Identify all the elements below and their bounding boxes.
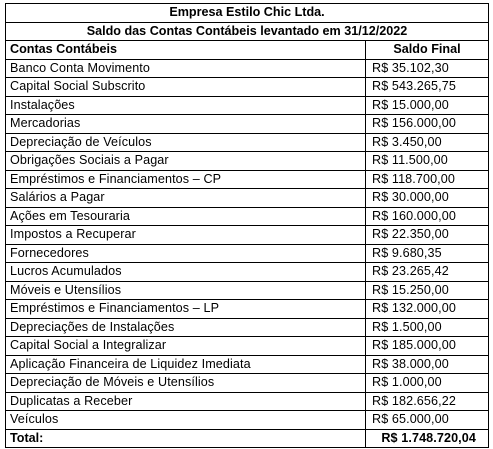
company-title: Empresa Estilo Chic Ltda. bbox=[6, 4, 489, 23]
account-name: Instalações bbox=[6, 96, 366, 115]
account-balance: R$ 156.000,00 bbox=[366, 115, 489, 134]
account-name: Impostos a Recuperar bbox=[6, 226, 366, 245]
table-row bbox=[6, 59, 489, 78]
table-row bbox=[6, 226, 489, 245]
table-row bbox=[6, 170, 489, 189]
account-balance: R$ 185.000,00 bbox=[366, 337, 489, 356]
account-balance: R$ 132.000,00 bbox=[366, 300, 489, 319]
table-row bbox=[6, 281, 489, 300]
account-name: Ações em Tesouraria bbox=[6, 207, 366, 226]
account-name: Veículos bbox=[6, 411, 366, 430]
account-balance: R$ 30.000,00 bbox=[366, 189, 489, 208]
table-row bbox=[6, 318, 489, 337]
table-row bbox=[6, 244, 489, 263]
balance-sheet bbox=[5, 3, 488, 448]
account-balance: R$ 23.265,42 bbox=[366, 263, 489, 282]
table-row bbox=[6, 115, 489, 134]
account-balance: R$ 118.700,00 bbox=[366, 170, 489, 189]
account-balance: R$ 11.500,00 bbox=[366, 152, 489, 171]
account-name: Empréstimos e Financiamentos – CP bbox=[6, 170, 366, 189]
table-row bbox=[6, 300, 489, 319]
column-header-balance: Saldo Final bbox=[366, 41, 489, 60]
account-name: Mercadorias bbox=[6, 115, 366, 134]
account-balance: R$ 182.656,22 bbox=[366, 392, 489, 411]
table-row bbox=[6, 96, 489, 115]
account-name: Depreciação de Móveis e Utensílios bbox=[6, 374, 366, 393]
table-row bbox=[6, 78, 489, 97]
table-row bbox=[6, 337, 489, 356]
account-balance: R$ 1.000,00 bbox=[366, 374, 489, 393]
account-name: Fornecedores bbox=[6, 244, 366, 263]
accounts-table bbox=[5, 3, 489, 448]
account-balance: R$ 1.500,00 bbox=[366, 318, 489, 337]
account-name: Móveis e Utensílios bbox=[6, 281, 366, 300]
report-subtitle: Saldo das Contas Contábeis levantado em 31/12/2022 bbox=[6, 22, 489, 41]
account-name: Salários a Pagar bbox=[6, 189, 366, 208]
account-balance: R$ 38.000,00 bbox=[366, 355, 489, 374]
account-name: Depreciações de Instalações bbox=[6, 318, 366, 337]
account-balance: R$ 22.350,00 bbox=[366, 226, 489, 245]
account-name: Banco Conta Movimento bbox=[6, 59, 366, 78]
total-label: Total: bbox=[6, 429, 366, 448]
table-row bbox=[6, 355, 489, 374]
account-name: Lucros Acumulados bbox=[6, 263, 366, 282]
account-balance: R$ 9.680,35 bbox=[366, 244, 489, 263]
account-name: Capital Social a Integralizar bbox=[6, 337, 366, 356]
account-name: Aplicação Financeira de Liquidez Imediata bbox=[6, 355, 366, 374]
account-balance: R$ 543.265,75 bbox=[366, 78, 489, 97]
header-row bbox=[6, 41, 489, 60]
account-balance: R$ 35.102,30 bbox=[366, 59, 489, 78]
table-row bbox=[6, 263, 489, 282]
table-row bbox=[6, 189, 489, 208]
table-row bbox=[6, 392, 489, 411]
total-row bbox=[6, 429, 489, 448]
total-balance: R$ 1.748.720,04 bbox=[366, 429, 489, 448]
account-balance: R$ 160.000,00 bbox=[366, 207, 489, 226]
account-balance: R$ 15.250,00 bbox=[366, 281, 489, 300]
account-name: Capital Social Subscrito bbox=[6, 78, 366, 97]
table-row bbox=[6, 207, 489, 226]
account-balance: R$ 3.450,00 bbox=[366, 133, 489, 152]
account-balance: R$ 65.000,00 bbox=[366, 411, 489, 430]
account-name: Depreciação de Veículos bbox=[6, 133, 366, 152]
title-row bbox=[6, 4, 489, 23]
table-row bbox=[6, 411, 489, 430]
account-balance: R$ 15.000,00 bbox=[366, 96, 489, 115]
subtitle-row bbox=[6, 22, 489, 41]
table-row bbox=[6, 374, 489, 393]
account-name: Duplicatas a Receber bbox=[6, 392, 366, 411]
account-name: Obrigações Sociais a Pagar bbox=[6, 152, 366, 171]
account-name: Empréstimos e Financiamentos – LP bbox=[6, 300, 366, 319]
table-row bbox=[6, 133, 489, 152]
table-row bbox=[6, 152, 489, 171]
column-header-account: Contas Contábeis bbox=[6, 41, 366, 60]
